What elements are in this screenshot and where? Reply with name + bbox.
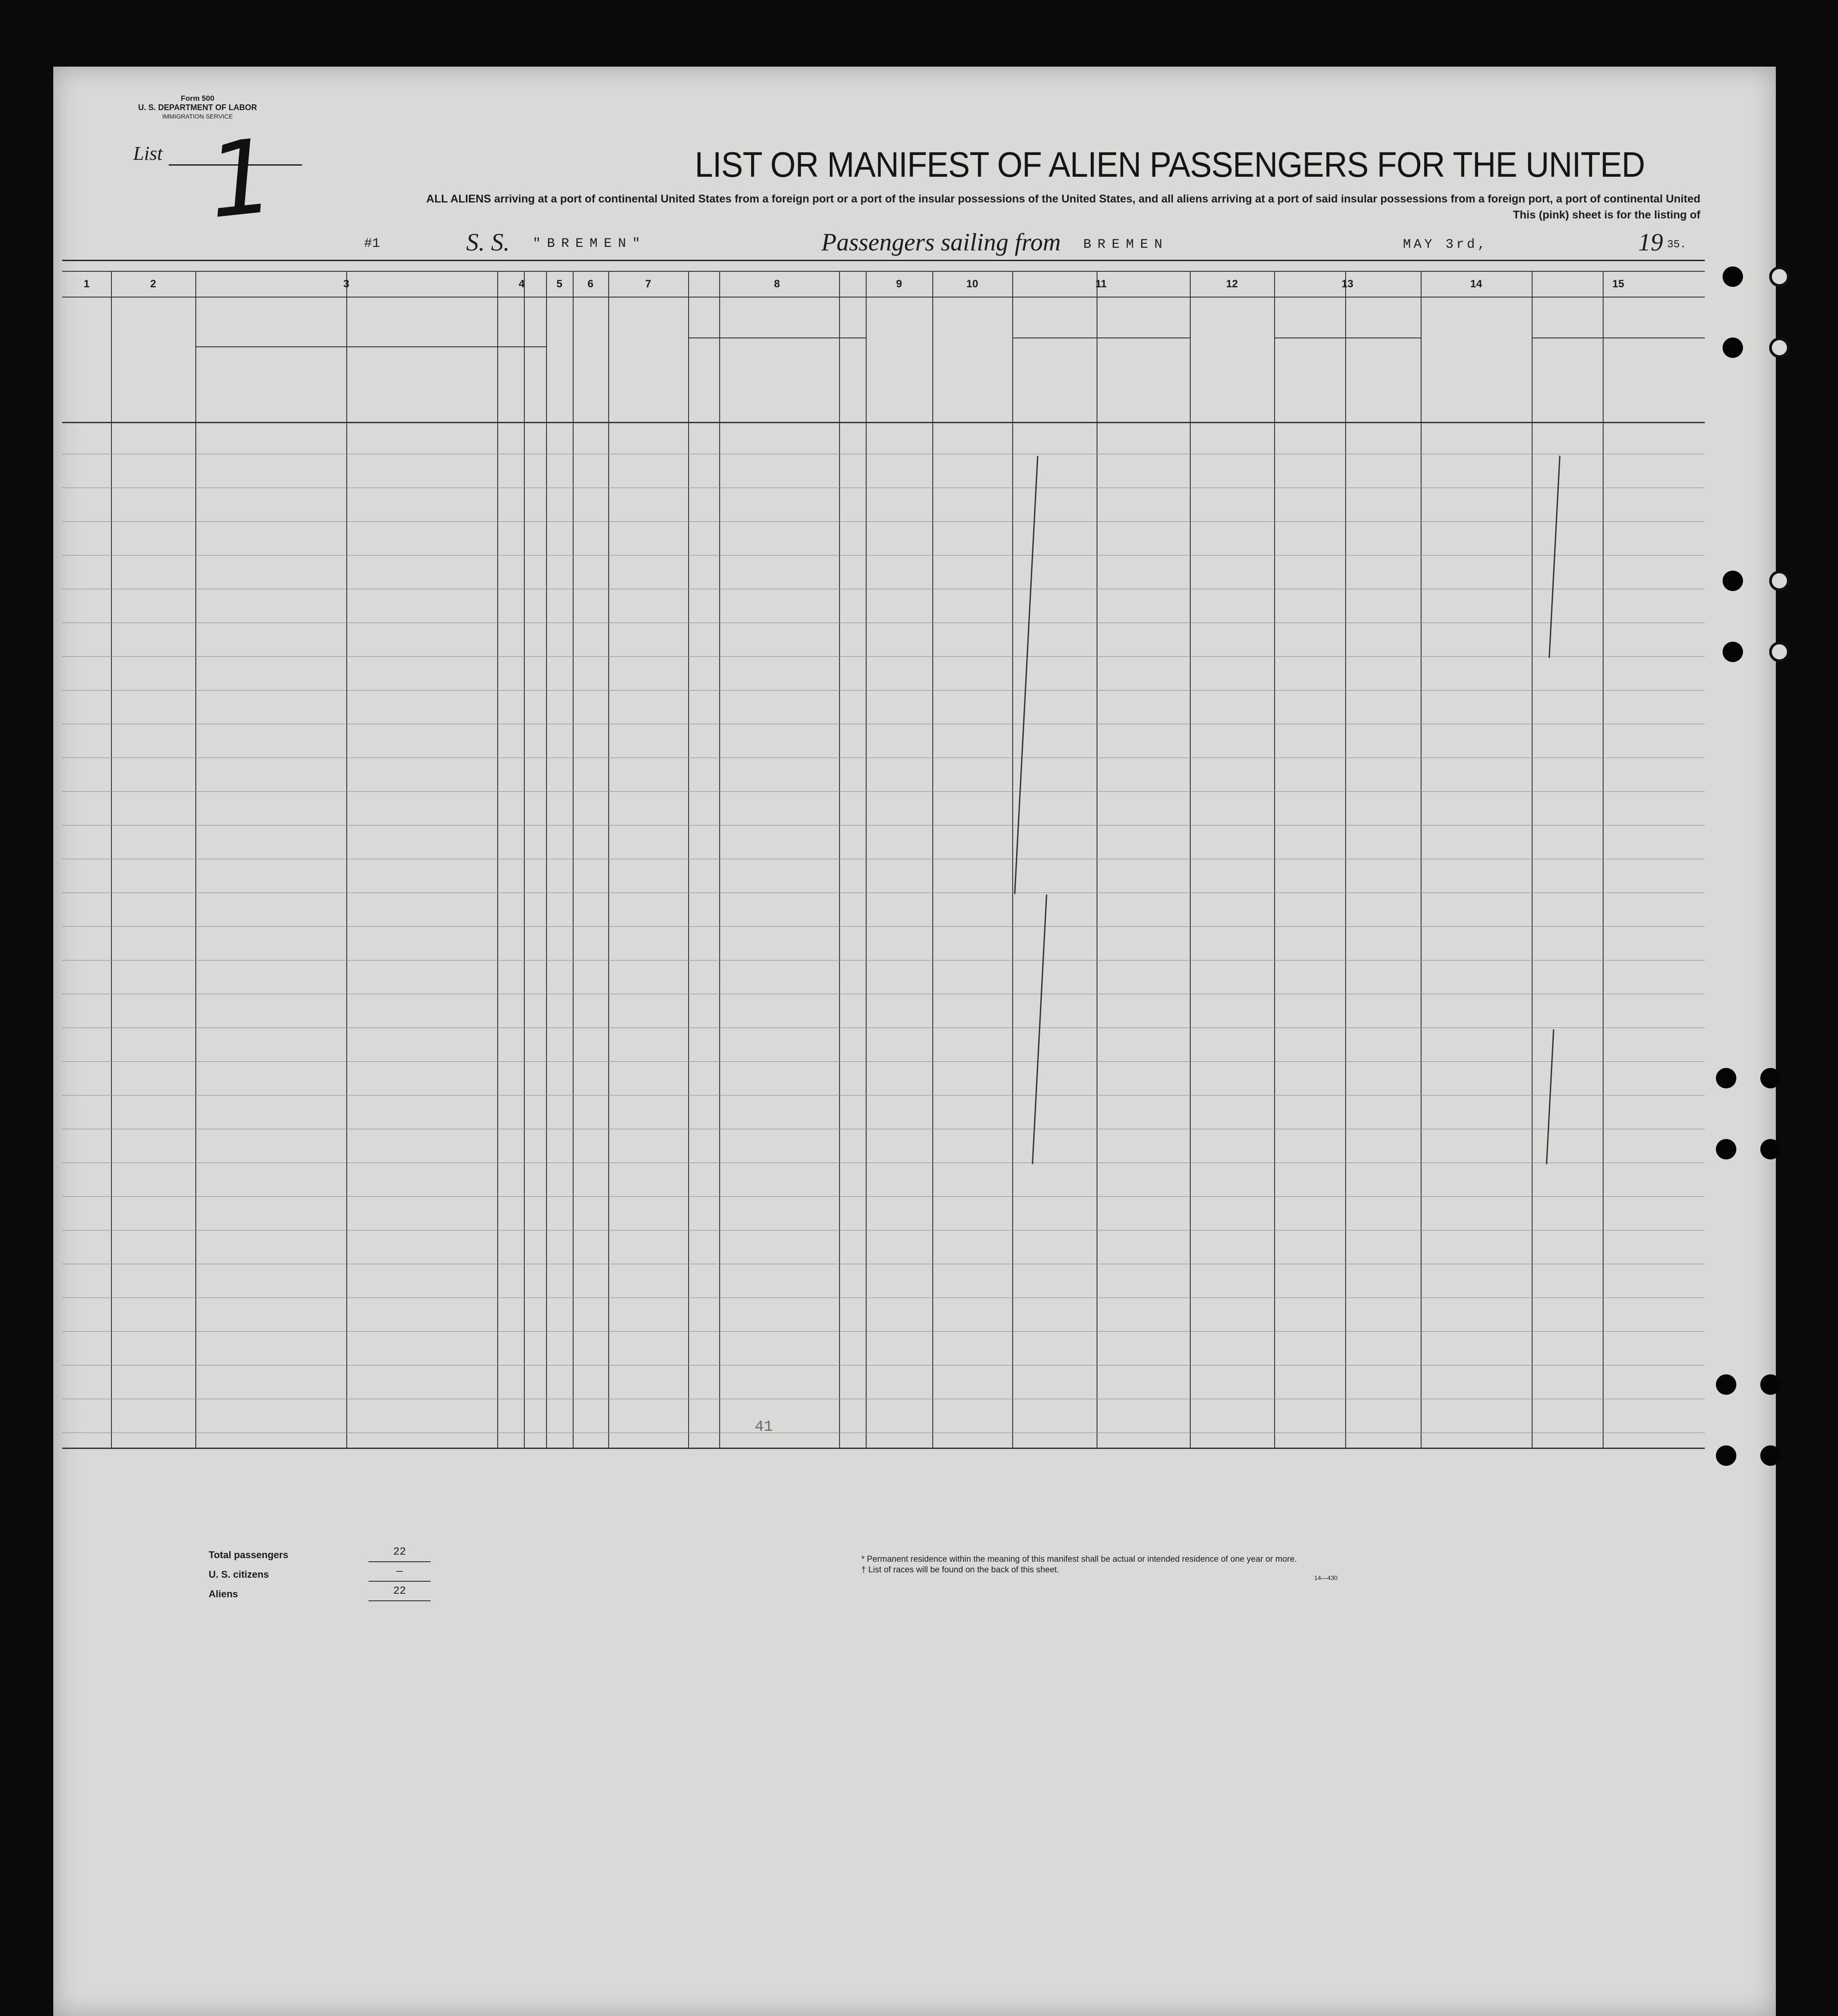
form-identifier bbox=[124, 94, 271, 121]
column-number: 14 bbox=[1470, 278, 1482, 290]
punch-ring-icon bbox=[1769, 266, 1790, 287]
column-number: 15 bbox=[1612, 278, 1624, 290]
punch-hole-icon bbox=[1716, 1374, 1736, 1395]
column-number: 6 bbox=[587, 278, 594, 290]
subheader-rule bbox=[1532, 337, 1705, 338]
column-rule bbox=[1603, 271, 1604, 1448]
column-number: 5 bbox=[556, 278, 562, 290]
ditto-pen-stroke bbox=[1032, 894, 1047, 1164]
column-number: 8 bbox=[774, 278, 780, 290]
footnote-residence: * Permanent residence within the meaning of this manifest shall be actual or intended residence of one year or more. bbox=[861, 1555, 1297, 1564]
column-rule bbox=[932, 271, 933, 1448]
column-rule bbox=[1421, 271, 1422, 1448]
column-rule bbox=[195, 271, 196, 1448]
subheader-rule bbox=[688, 337, 866, 338]
column-rule bbox=[1012, 271, 1013, 1448]
punch-hole-icon bbox=[1760, 1374, 1781, 1395]
table-top-rule bbox=[62, 271, 1705, 272]
pink-sheet-note: This (pink) sheet is for the listing of bbox=[1513, 209, 1700, 221]
column-number: 9 bbox=[896, 278, 902, 290]
column-number: 2 bbox=[150, 278, 156, 290]
page-subtitle: ALL ALIENS arriving at a port of continental United States from a foreign port or a port of the insular possessions of the United States, and all aliens arriving at a port of said insular possessions from a foreign port, a port of continental United bbox=[426, 193, 1700, 205]
column-number: 7 bbox=[645, 278, 651, 290]
row-rule bbox=[62, 1331, 1705, 1332]
row-rule bbox=[62, 555, 1705, 556]
footnote-races: † List of races will be found on the back of this sheet. bbox=[861, 1565, 1059, 1575]
column-rule bbox=[1532, 271, 1533, 1448]
us-citizens-value: — bbox=[368, 1565, 431, 1582]
row-rule bbox=[62, 791, 1705, 792]
ship-name: "BREMEN" bbox=[533, 236, 647, 251]
punch-ring-icon bbox=[1769, 642, 1790, 662]
row-rule bbox=[62, 926, 1705, 927]
subheader-rule bbox=[1012, 337, 1190, 338]
column-rule bbox=[608, 271, 609, 1448]
form-code: 14—430 bbox=[1314, 1574, 1338, 1581]
sailing-from-label: Passengers sailing from bbox=[821, 229, 1061, 256]
column-number: 13 bbox=[1341, 278, 1354, 290]
column-rule bbox=[346, 271, 347, 1448]
column-number: 11 bbox=[1095, 278, 1107, 290]
column-rule bbox=[524, 271, 525, 1448]
punch-hole-icon bbox=[1723, 571, 1743, 591]
punch-hole-icon bbox=[1760, 1068, 1781, 1088]
subheader-rule bbox=[195, 346, 497, 347]
sheet-mark: #1 bbox=[364, 236, 380, 251]
column-number: 4 bbox=[519, 278, 525, 290]
punch-hole-icon bbox=[1723, 337, 1743, 358]
ditto-pen-stroke bbox=[1546, 1029, 1554, 1164]
punch-hole-icon bbox=[1760, 1139, 1781, 1159]
totals-block bbox=[209, 1545, 475, 1604]
subheader-rule bbox=[497, 346, 546, 347]
year-suffix: 35. bbox=[1667, 239, 1687, 251]
column-rule bbox=[839, 271, 840, 1448]
column-number: 10 bbox=[966, 278, 978, 290]
us-citizens-row bbox=[209, 1565, 475, 1584]
column-number-rule bbox=[62, 297, 1705, 298]
column-rule bbox=[1345, 271, 1346, 1448]
row-rule bbox=[62, 690, 1705, 691]
row-rule bbox=[62, 656, 1705, 657]
total-passengers-label: Total passengers bbox=[209, 1549, 289, 1560]
row-rule bbox=[62, 521, 1705, 522]
punch-ring-icon bbox=[1769, 337, 1790, 358]
column-rule bbox=[688, 271, 689, 1448]
punch-hole-icon bbox=[1716, 1068, 1736, 1088]
punch-hole-icon bbox=[1716, 1445, 1736, 1466]
column-rule bbox=[573, 271, 574, 1448]
aliens-label: Aliens bbox=[209, 1588, 238, 1599]
ditto-pen-stroke bbox=[1549, 456, 1561, 658]
total-passengers-value: 22 bbox=[368, 1545, 431, 1562]
sailing-line bbox=[53, 231, 1771, 258]
column-rule bbox=[866, 271, 867, 1448]
year-prefix: 19 bbox=[1638, 229, 1663, 256]
aliens-value: 22 bbox=[368, 1584, 431, 1601]
service-name: IMMIGRATION SERVICE bbox=[162, 113, 233, 120]
column-number: 1 bbox=[83, 278, 90, 290]
departure-port: BREMEN bbox=[1083, 237, 1169, 252]
punch-hole-icon bbox=[1723, 642, 1743, 662]
column-rule bbox=[497, 271, 498, 1448]
department-name: U. S. DEPARTMENT OF LABOR bbox=[138, 103, 257, 112]
form-number: Form 500 bbox=[181, 94, 214, 103]
page-number: 41 bbox=[755, 1419, 773, 1436]
total-passengers-row bbox=[209, 1545, 475, 1565]
column-number: 3 bbox=[343, 278, 349, 290]
column-rule bbox=[719, 271, 720, 1448]
list-number: 1 bbox=[202, 117, 280, 242]
column-number: 12 bbox=[1226, 278, 1238, 290]
subheader-rule bbox=[1274, 337, 1421, 338]
column-rule bbox=[111, 271, 112, 1448]
punch-ring-icon bbox=[1769, 571, 1790, 591]
departure-date: MAY 3rd, bbox=[1403, 237, 1489, 252]
list-label: List bbox=[133, 143, 163, 164]
manifest-table bbox=[62, 271, 1705, 1452]
footnotes bbox=[861, 1554, 1297, 1575]
row-rule bbox=[62, 1061, 1705, 1062]
column-rule bbox=[546, 271, 547, 1448]
row-rule bbox=[62, 1196, 1705, 1197]
aliens-row bbox=[209, 1584, 475, 1604]
punch-hole-icon bbox=[1723, 266, 1743, 287]
table-bottom-rule bbox=[62, 1448, 1705, 1449]
punch-hole-icon bbox=[1760, 1445, 1781, 1466]
column-rule bbox=[1274, 271, 1275, 1448]
page-title: LIST OR MANIFEST OF ALIEN PASSENGERS FOR THE UNITED bbox=[695, 145, 1645, 184]
ss-label: S. S. bbox=[466, 229, 510, 256]
sailing-rule bbox=[62, 260, 1705, 261]
us-citizens-label: U. S. citizens bbox=[209, 1569, 269, 1580]
header-bottom-rule bbox=[62, 422, 1705, 423]
punch-hole-icon bbox=[1716, 1139, 1736, 1159]
column-rule bbox=[1190, 271, 1191, 1448]
